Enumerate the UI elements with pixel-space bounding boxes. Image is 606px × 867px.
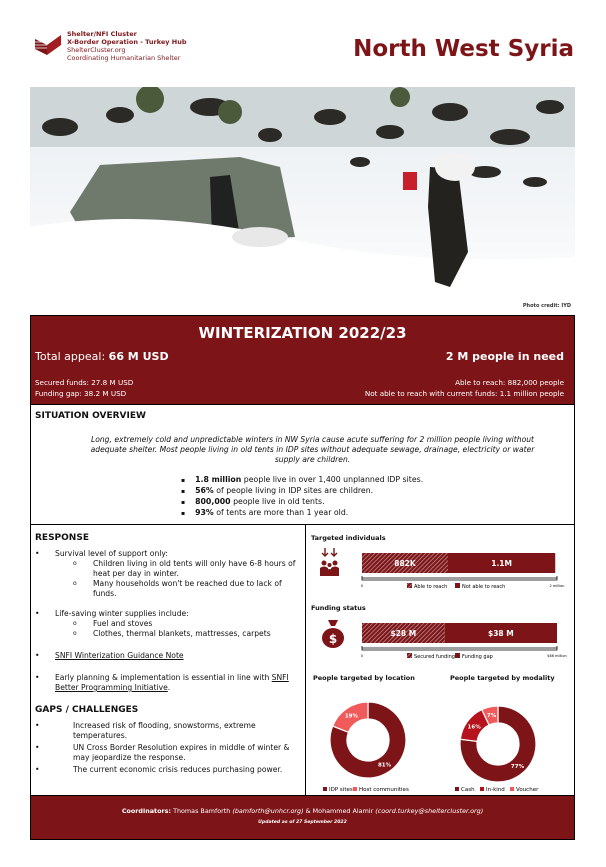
guidance-note-link[interactable]: SNFI Winterization Guidance Note [55,651,184,660]
slice-label: 19% [344,713,359,720]
photo-credit: Photo credit: IYD [522,303,571,309]
list-item [31,673,305,693]
chart-title: Funding status [311,604,366,612]
updated-date: Updated as of 27 September 2022 [258,820,347,825]
legend-label: Funding gap [462,654,493,660]
slice-label: 77% [510,764,525,771]
bar-label: $38 M [487,629,514,638]
shelter-logo-icon [33,33,63,55]
total-appeal [35,350,169,363]
chart-title: People targeted by modality [450,674,555,682]
gaps-list [31,721,305,775]
list-item: o Clothes, thermal blankets, mattresses, carpets [31,629,305,639]
bullet-bold: 56% [195,486,214,495]
logo-text [67,30,187,62]
list-item [31,651,305,661]
total-appeal-label: Total appeal: [35,350,106,363]
list-item-text: Early planning & implementation is essential in line with [55,673,272,682]
donut-charts [305,685,575,795]
bullet-text: of tents are more than 1 year old. [213,508,349,517]
list-item [181,508,423,519]
response-heading: RESPONSE [35,533,89,543]
bullet-bold: 1.8 million [195,475,242,484]
list-item: o Fuel and stoves [31,619,305,629]
response-section [30,525,306,796]
legend-swatch [480,787,484,791]
org-website: ShelterCluster.org [67,46,126,54]
legend-swatch [407,653,412,658]
able-to-reach: Able to reach: 882,000 people [455,378,564,387]
bullet-text: people live in over 1,400 unplanned IDP sites. [241,475,424,484]
winterization-summary [30,315,575,405]
charts-section [305,525,575,796]
org-name: Shelter/NFI Cluster [67,30,137,38]
chart-title: Targeted individuals [311,534,386,542]
gaps-heading: GAPS / CHALLENGES [35,705,139,715]
list-item: • Increased risk of flooding, snowstorms, extreme temperatures. [31,721,305,741]
list-item [181,486,423,497]
legend-swatch [323,787,327,791]
cluster-logo [33,33,63,59]
situation-overview [30,405,575,525]
tick-label: 2 million [549,584,565,588]
legend-swatch [455,787,459,791]
secured-funds: Secured funds: 27.8 M USD [35,378,134,387]
legend-label: Not able to reach [462,584,506,590]
axis-line [362,576,557,580]
legend-swatch [455,583,460,588]
footer [30,795,575,840]
section-heading: SITUATION OVERVIEW [35,411,146,421]
svg-text:$: $ [328,632,338,646]
org-tagline: Coordinating Humanitarian Shelter [67,54,181,62]
list-item: o Many households won't be reached due to lack of funds. [31,579,305,599]
list-item [181,497,423,508]
list-item: • Life-saving winter supplies include: [31,609,305,619]
list-item: o Children living in old tents will only have 6-8 hours of heat per day in winter. [31,559,305,579]
slice-label: 7% [486,713,497,720]
funding-gap: Funding gap: 38.2 M USD [35,389,127,398]
summary-title: WINTERIZATION 2022/23 [198,324,407,342]
org-hub: X-Border Operation - Turkey Hub [67,38,187,46]
slice-label: 81% [377,762,392,769]
coordinators [31,807,574,815]
bar-label: $28 M [390,629,417,638]
bar-charts [305,525,575,665]
axis-line [362,646,557,650]
slice-label: 16% [467,724,481,731]
people-in-need: 2 M people in need [445,350,564,363]
email-link[interactable]: (coord.turkey@sheltercluster.org) [375,807,484,815]
tick-label: 0 [360,654,364,658]
tick-label: $66 million [547,654,567,658]
chart-title: People targeted by location [313,674,415,682]
reach-details [365,377,564,399]
bar-label: 882K [394,559,416,568]
list-item: • UN Cross Border Resolution expires in middle of winter & may jeopardize the response. [31,743,305,763]
tick-label: 0 [360,584,364,588]
legend-label: Host communities [359,787,409,793]
total-appeal-value: 66 M USD [108,350,169,363]
list-item: • The current economic crisis reduces purchasing power. [31,765,305,775]
legend-label: IDP sites [329,787,353,793]
legend-label: Able to reach [414,584,448,590]
legend-label: Voucher [516,787,539,793]
list-item [181,475,423,486]
legend-swatch [510,787,514,791]
bar-label: 1.1M [491,559,512,568]
legend-label: Secured funding [414,654,455,660]
legend-swatch [455,653,460,658]
legend-swatch [407,583,412,588]
email-link[interactable]: (bamforth@unhcr.org) [232,807,304,815]
better-programming-link[interactable]: SNFI Better Programming Initiative [55,673,289,692]
not-able-to-reach: Not able to reach with current funds: 1.1 million people [364,389,564,398]
cover-photo [30,87,575,315]
list-item-end: . [167,683,171,692]
coordinator-name: Thomas Bamforth [171,807,233,815]
situation-intro: Long, extremely cold and unpredictable winters in NW Syria cause acute suffering for 2 million people living without adequate shelter. Most people living in old tents in IDP sites without adequate sewage, drainage, electricity or water supply are children. [90,435,535,464]
bullet-text: of people living in IDP sites are children. [213,486,374,495]
bullet-text: people live in old tents. [230,497,325,506]
legend-label: Cash [461,787,475,793]
legend-label: In-kind [486,787,505,793]
legend-swatch [353,787,357,791]
situation-bullets [181,475,423,519]
coordinators-label: Coordinators: [121,807,172,815]
bullet-bold: 93% [195,508,214,517]
funding-details [35,377,133,399]
list-item: • Survival level of support only: [31,549,305,559]
bullet-bold: 800,000 [195,497,231,506]
coordinator-name: & Mohammed Alamir [303,807,376,815]
page-title: North West Syria [353,36,574,62]
